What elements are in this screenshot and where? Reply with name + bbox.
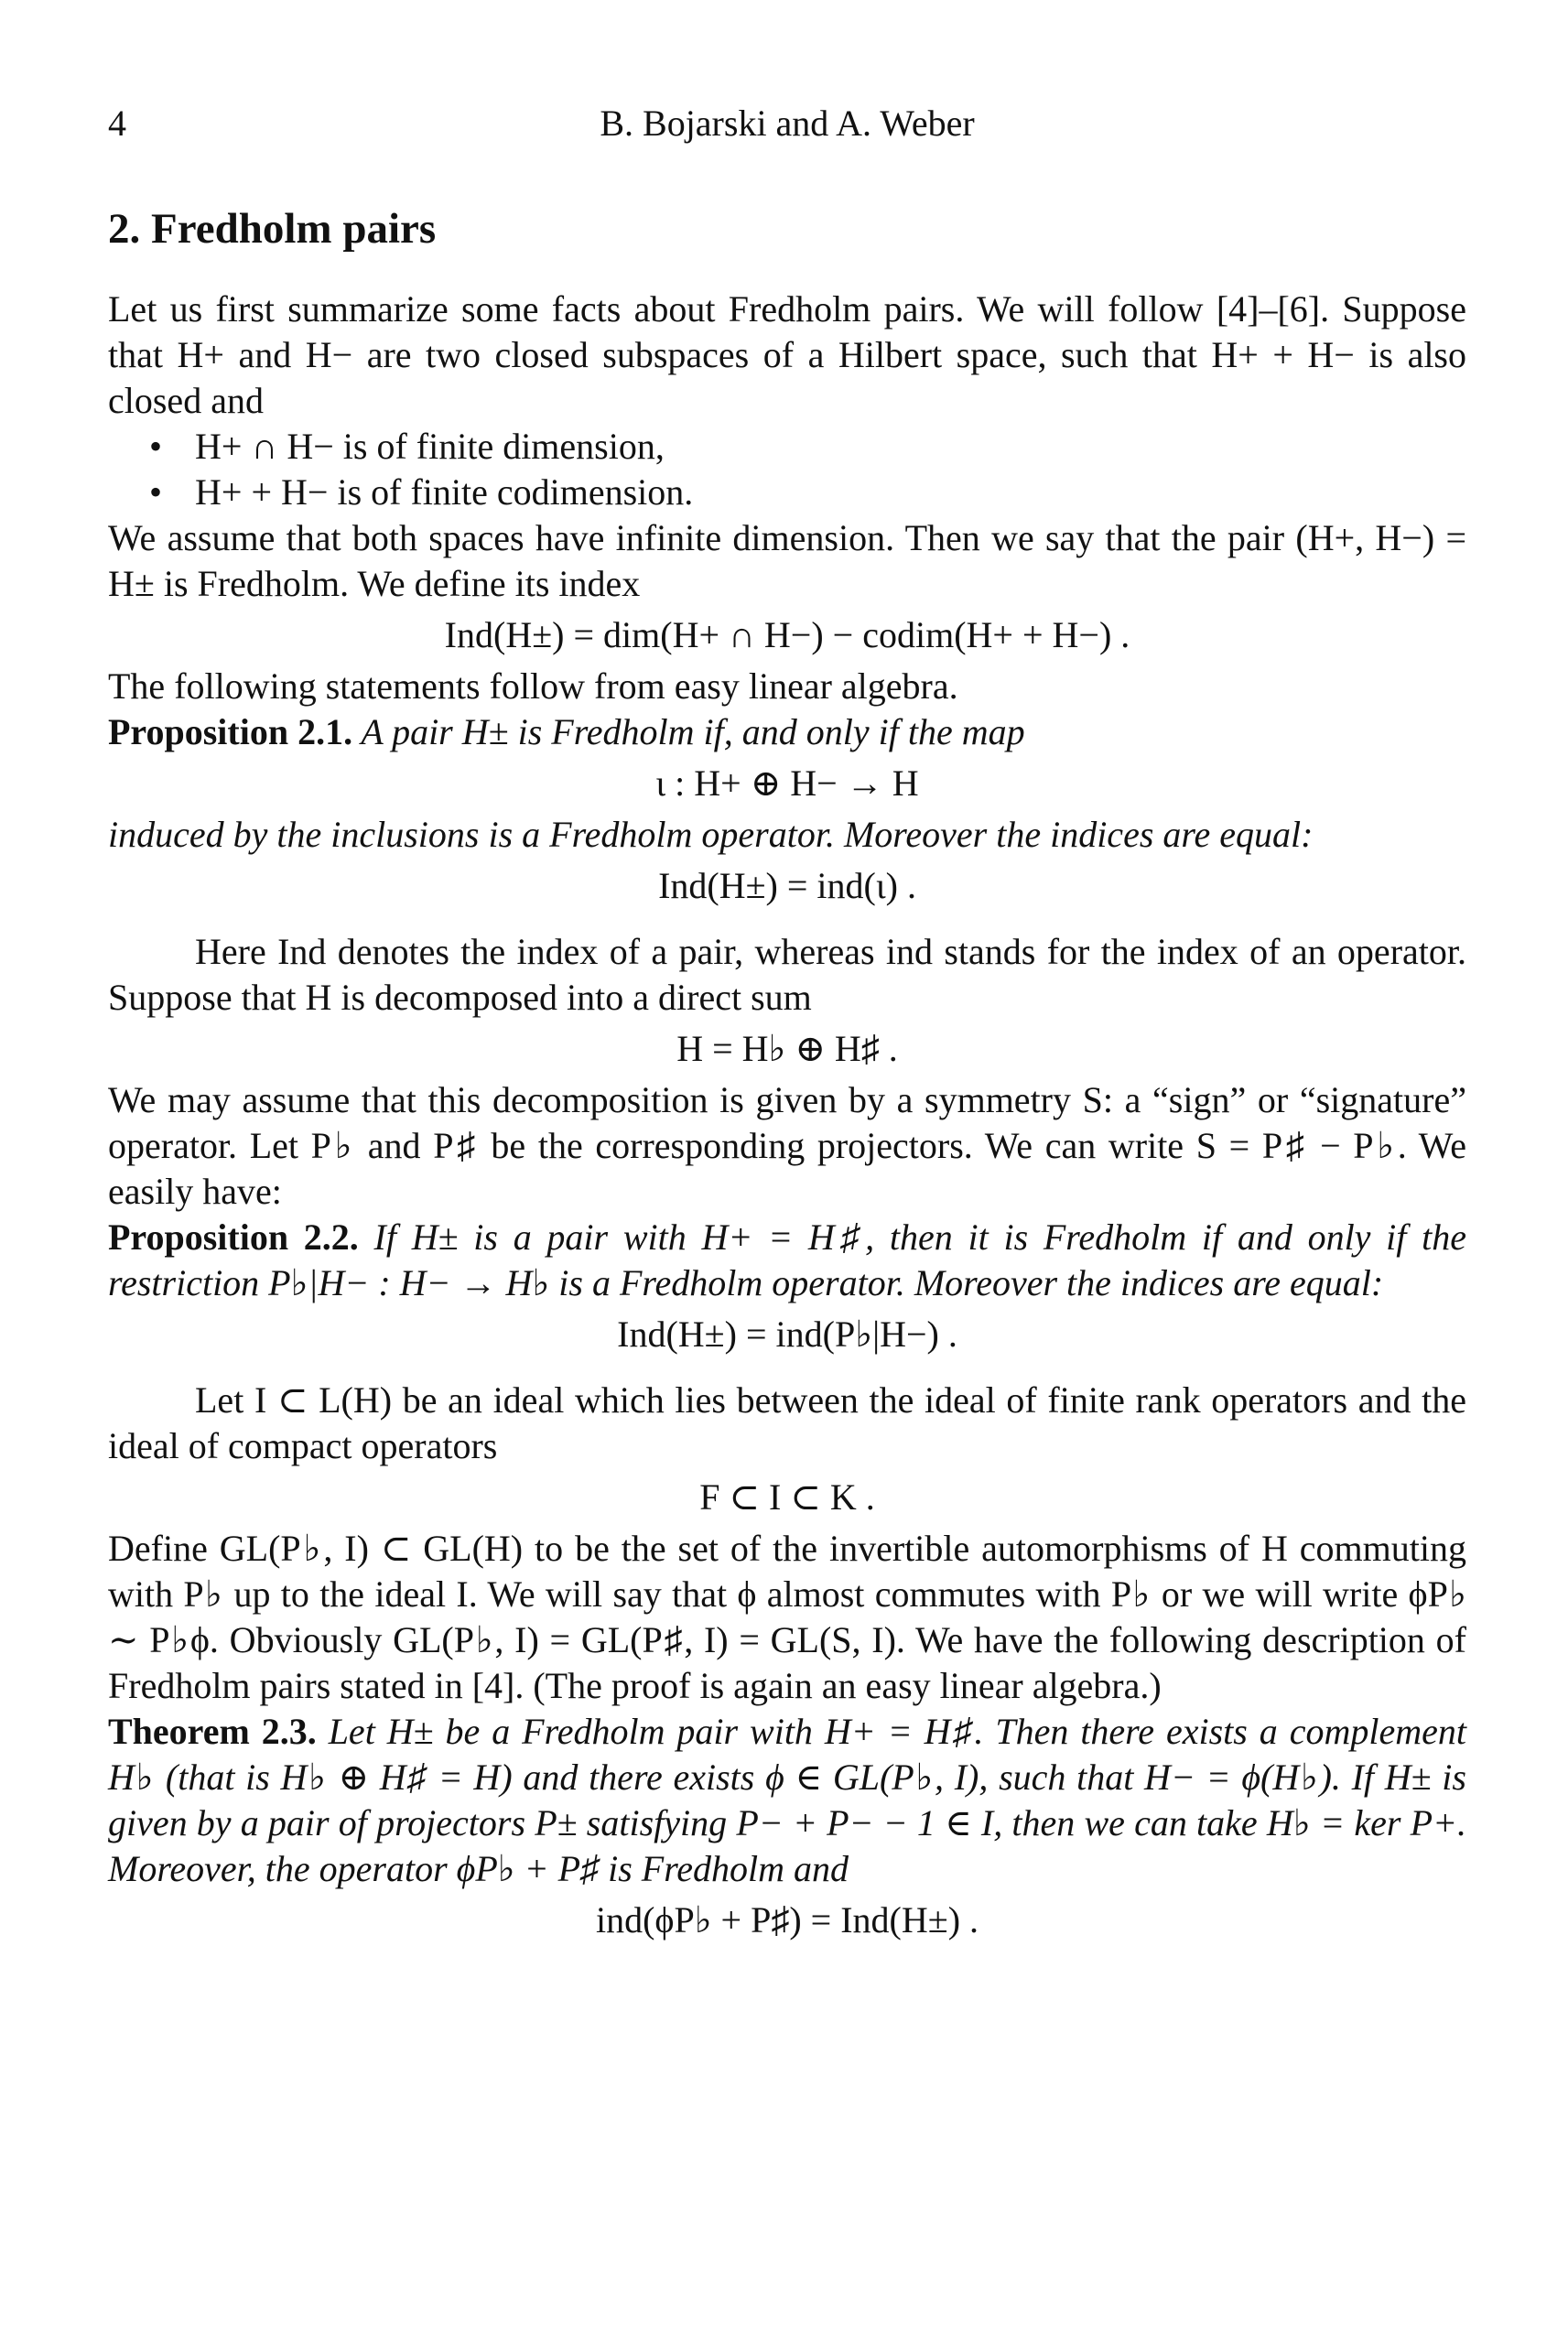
automorphism-paragraph: Define GL(P♭, I) ⊂ GL(H) to be the set of the invertible automorphisms of H commuting with P♭ up to the ideal I. We will say that ϕ almost commutes with P♭ or we will write ϕP♭ ∼ P♭ϕ. Obviously GL(P♭, I) = GL(P♯, I) = GL(S, I). We have the following description of Fredholm pairs stated in [4]. (The proof is again an easy linear algebra.) — [108, 1528, 1466, 1706]
proposition-2-2: Proposition 2.2. If H± is a pair with H+ = H♯, then it is Fredholm if and only if the restriction P♭|H− : H− → H♭ is a Fredholm operator. Moreover the indices are equal: — [108, 1216, 1466, 1303]
intro-paragraph: Let us first summarize some facts about Fredholm pairs. We will follow [4]–[6]. Suppose that H+ and H− are two closed subspaces of a Hilbert space, such that H+ + H− is also closed and — [108, 288, 1466, 421]
bullet-icon: • — [149, 426, 163, 467]
section-title: 2. Fredholm pairs — [108, 205, 437, 253]
list-item: • H+ ∩ H− is of finite dimension, — [195, 424, 1466, 470]
restriction-index-equation: Ind(H±) = ind(P♭|H−) . — [617, 1313, 957, 1355]
page-number: 4 — [108, 103, 126, 144]
ideal-inclusion-equation: F ⊂ I ⊂ K . — [699, 1476, 875, 1518]
direct-sum-equation: H = H♭ ⊕ H♯ . — [676, 1028, 898, 1069]
proposition-2-1: Proposition 2.1. A pair H± is Fredholm if, and only if the map — [108, 711, 1025, 752]
symmetry-paragraph: We may assume that this decomposition is given by a symmetry S: a “sign” or “signature” operator. Let P♭ and P♯ be the corresponding projectors. We can write S = P♯ − P♭. We easily have: — [108, 1079, 1466, 1212]
ideal-paragraph: Let I ⊂ L(H) be an ideal which lies between the ideal of finite rank operators and the ideal of compact operators — [108, 1379, 1466, 1466]
theorem-label: Theorem 2.3. — [108, 1711, 317, 1752]
theorem-index-equation: ind(ϕP♭ + P♯) = Ind(H±) . — [595, 1899, 979, 1940]
list-item: • H+ + H− is of finite codimension. — [195, 470, 1466, 515]
inclusion-map-equation: ι : H+ ⊕ H− → H — [655, 762, 919, 804]
condition-list — [108, 424, 1466, 515]
index-equation: Ind(H±) = dim(H+ ∩ H−) − codim(H+ + H−) . — [444, 614, 1130, 655]
running-authors: B. Bojarski and A. Weber — [600, 103, 975, 144]
proposition-label: Proposition 2.2. — [108, 1216, 359, 1258]
notation-paragraph: Here Ind denotes the index of a pair, whereas ind stands for the index of an operator. Suppose that H is decomposed into a direct sum — [108, 931, 1466, 1018]
page — [108, 101, 1466, 1949]
proposition-label: Proposition 2.1. — [108, 711, 353, 752]
linear-algebra-paragraph: The following statements follow from easy linear algebra. — [108, 665, 958, 707]
index-definition-paragraph: We assume that both spaces have infinite dimension. Then we say that the pair (H+, H−) = H± is Fredholm. We define its index — [108, 517, 1466, 604]
bullet-icon: • — [149, 471, 163, 513]
proposition-2-1-continued: induced by the inclusions is a Fredholm operator. Moreover the indices are equal: — [108, 814, 1314, 855]
index-equality-equation: Ind(H±) = ind(ι) . — [658, 865, 916, 906]
theorem-2-3: Theorem 2.3. Let H± be a Fredholm pair with H+ = H♯. Then there exists a complement H♭ (that is H♭ ⊕ H♯ = H) and there exists ϕ ∈ GL(P♭, I), such that H− = ϕ(H♭). If H± is given by a pair of projectors P± satisfying P− + P− − 1 ∈ I, then we can take H♭ = ker P+. Moreover, the operator ϕP♭ + P♯ is Fredholm and — [108, 1711, 1466, 1889]
running-header — [108, 101, 1466, 156]
